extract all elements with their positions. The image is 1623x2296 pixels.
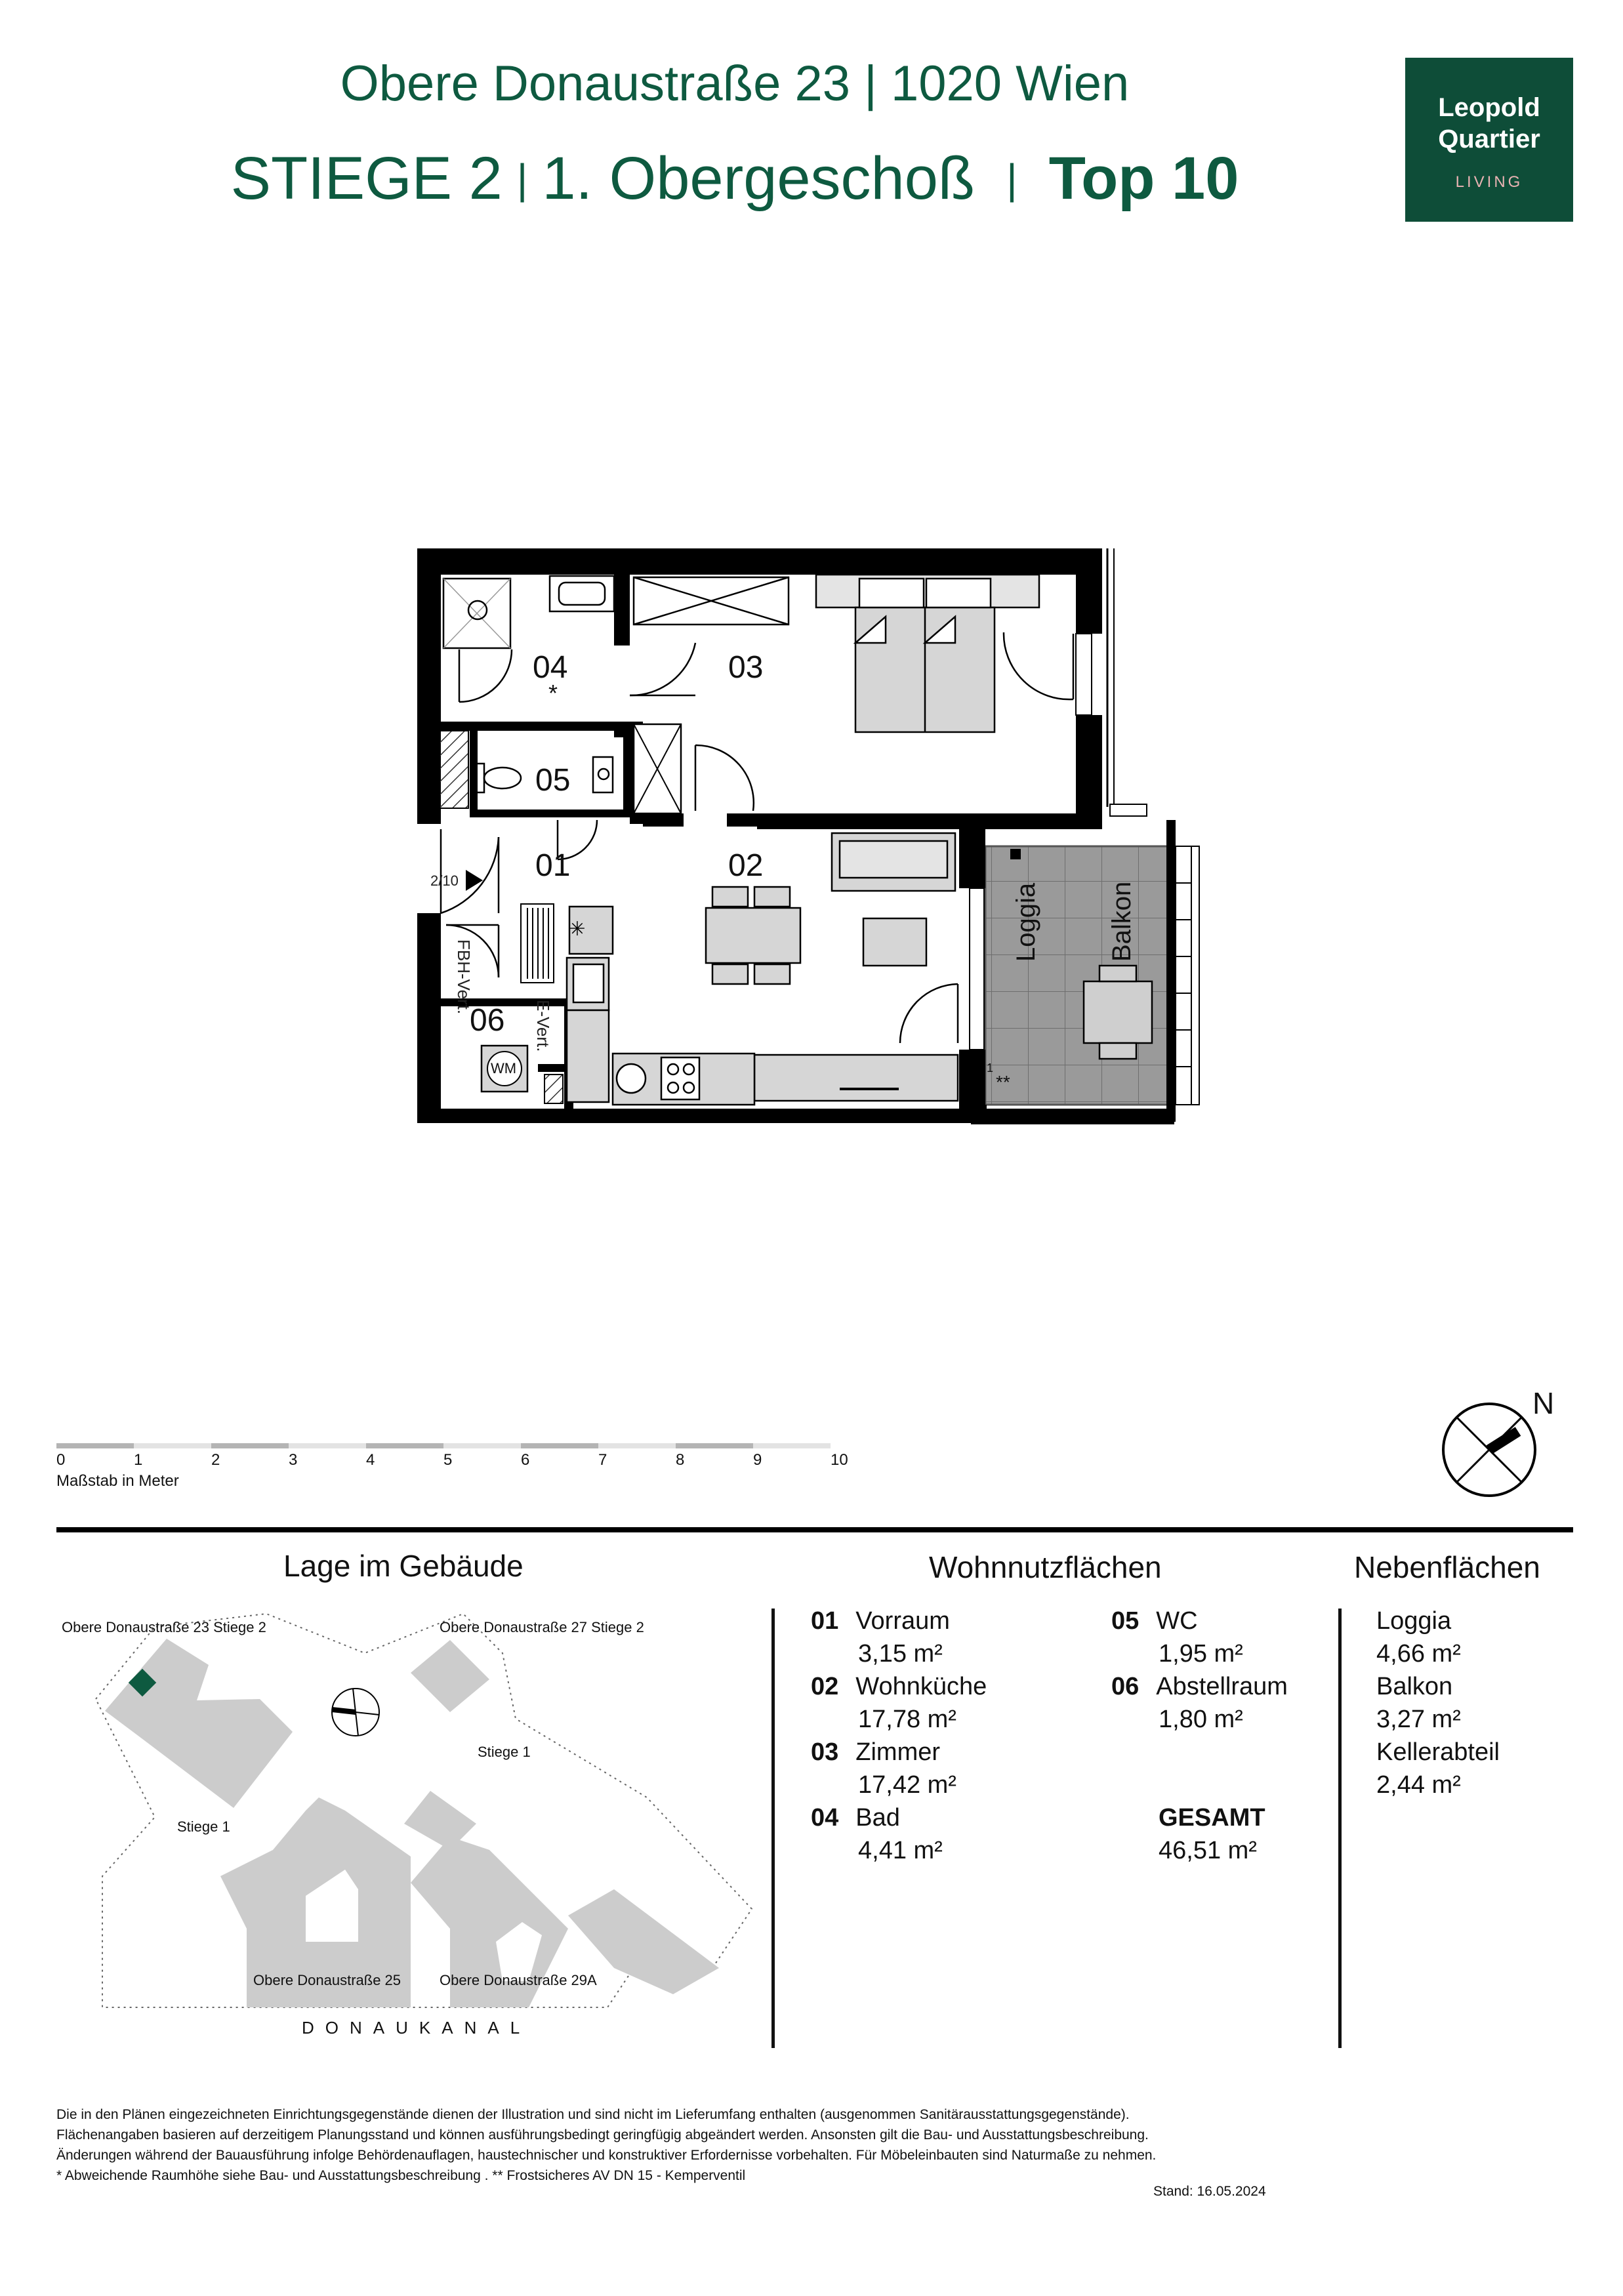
logo-line-1: Leopold	[1438, 93, 1540, 122]
scale-tick: 3	[289, 1451, 298, 1469]
area-value: 1,95 m²	[1159, 1640, 1243, 1668]
area-num: 02	[811, 1673, 839, 1700]
area-name: Bad	[855, 1804, 900, 1832]
area-name: Zimmer	[855, 1738, 941, 1766]
wm-label: WM	[491, 1060, 517, 1076]
neben-item-balkon	[1376, 1670, 1461, 1736]
neben-value: 2,44 m²	[1376, 1771, 1461, 1799]
room-number-03: 03	[728, 650, 764, 685]
area-num: 05	[1111, 1607, 1140, 1635]
area-item-04	[811, 1801, 943, 1867]
valve-marker-one: 1	[987, 1061, 994, 1075]
scale-tick: 0	[56, 1451, 66, 1469]
room-number-06: 06	[470, 1003, 505, 1038]
donaukanal-label: DONAUKANAL	[302, 2018, 531, 2038]
disclaimer	[56, 2104, 1303, 2186]
scale-tick: 2	[211, 1451, 220, 1469]
area-value: 4,41 m²	[858, 1837, 943, 1864]
area-value: 17,42 m²	[858, 1771, 956, 1799]
neben-value: 3,27 m²	[1376, 1706, 1461, 1733]
area-num: 01	[811, 1607, 839, 1635]
double-bed	[816, 575, 1039, 732]
area-item-02	[811, 1670, 987, 1736]
neben-value: 4,66 m²	[1376, 1640, 1461, 1668]
scale-tick: 9	[753, 1451, 762, 1469]
area-value: 1,80 m²	[1159, 1706, 1243, 1733]
site-label-stiege1-left: Stiege 1	[177, 1818, 230, 1835]
loggia-label: Loggia	[1012, 882, 1040, 962]
area-total	[1159, 1801, 1265, 1867]
site-label-od23: Obere Donaustraße 23 Stiege 2	[62, 1619, 266, 1635]
area-item-05	[1111, 1605, 1243, 1670]
total-label: GESAMT	[1159, 1804, 1265, 1832]
scale-tick: 10	[831, 1451, 848, 1469]
area-item-03	[811, 1736, 956, 1801]
fbh-label: FBH-Vert.	[454, 939, 474, 1015]
bathroom-fixtures	[443, 576, 614, 648]
scale-tick: 1	[134, 1451, 143, 1469]
room-04-star: *	[548, 680, 558, 707]
site-label-stiege1-right: Stiege 1	[478, 1744, 531, 1760]
lage-heading: Lage im Gebäude	[283, 1549, 524, 1583]
area-num: 04	[811, 1804, 839, 1832]
room-number-05: 05	[535, 763, 571, 798]
top-number: Top 10	[1048, 145, 1239, 212]
scale-tick: 5	[443, 1451, 453, 1469]
area-name: Vorraum	[855, 1607, 950, 1635]
radiator	[521, 904, 554, 983]
wohn-heading: Wohnnutzflächen	[929, 1550, 1162, 1584]
title-separator: |	[516, 155, 528, 203]
north-label: N	[1532, 1386, 1555, 1420]
door-reference: 2/10	[430, 872, 459, 889]
evert-label: E-Vert.	[533, 1000, 553, 1052]
total-value: 46,51 m²	[1159, 1837, 1257, 1864]
floor-label: 1. Obergeschoß	[542, 145, 976, 212]
title-separator-2: |	[1006, 155, 1017, 203]
area-name: Abstellraum	[1156, 1673, 1288, 1700]
scale-tick: 6	[521, 1451, 530, 1469]
area-num: 03	[811, 1738, 839, 1766]
shaft-hatch	[440, 731, 468, 808]
svg-text:✳: ✳	[569, 918, 586, 940]
area-num: 06	[1111, 1673, 1140, 1700]
disclaimer-line: * Abweichende Raumhöhe siehe Bau- und Ausstattungsbeschreibung . ** Frostsicheres AV DN 15 - Kemperventil	[56, 2168, 746, 2183]
column-divider	[1338, 1609, 1342, 2048]
scale-caption: Maßstab in Meter	[56, 1472, 179, 1490]
room-number-01: 01	[535, 848, 571, 883]
section-divider	[56, 1527, 1573, 1532]
neben-item-kellerabteil	[1376, 1736, 1500, 1801]
site-label-od27: Obere Donaustraße 27 Stiege 2	[440, 1619, 644, 1635]
stand-date: Stand: 16.05.2024	[1153, 2184, 1266, 2199]
scale-tick: 4	[366, 1451, 375, 1469]
frost-valve-marker: **	[996, 1072, 1010, 1092]
disclaimer-line: Flächenangaben basieren auf derzeitigem Planungsstand und können ausführungsbedingt geringfügig abgeändert werden. Ansonsten gilt die Bau- und Ausstattungsbeschreibung.	[56, 2127, 1149, 2142]
neben-name: Kellerabteil	[1376, 1738, 1500, 1766]
area-name: Wohnküche	[855, 1673, 987, 1700]
neben-name: Balkon	[1376, 1673, 1453, 1700]
neben-item-loggia	[1376, 1605, 1461, 1670]
disclaimer-line: Die in den Plänen eingezeichneten Einrichtungsgegenstände dienen der Illustration und sind nicht im Lieferumfang enthalten (ausgenommen Sanitärausstattungsgegenstände).	[56, 2107, 1130, 2122]
scale-tick: 8	[676, 1451, 685, 1469]
balkon-label: Balkon	[1107, 881, 1136, 962]
address-heading: Obere Donaustraße 23 | 1020 Wien	[340, 56, 1130, 112]
disclaimer-line: Änderungen während der Bauausführung infolge Behördenauflagen, haustechnischer und konstruktiver Erfordernisse vorbehalten. Für Möbeleinbauten sind Naturmaße zu nehmen.	[56, 2148, 1157, 2163]
scale-tick: 7	[598, 1451, 607, 1469]
neben-name: Loggia	[1376, 1607, 1452, 1635]
north-arrow-icon	[1437, 1397, 1542, 1502]
room-number-04: 04	[533, 650, 568, 685]
area-value: 17,78 m²	[858, 1706, 956, 1733]
column-divider	[771, 1609, 775, 2048]
site-plan	[56, 1601, 778, 2020]
area-name: WC	[1156, 1607, 1198, 1635]
room-number-02: 02	[728, 848, 764, 883]
site-label-od29a: Obere Donaustraße 29A	[440, 1972, 597, 1988]
area-item-06	[1111, 1670, 1288, 1736]
logo-subtext: LIVING	[1455, 173, 1523, 191]
stiege-label: STIEGE 2	[230, 145, 503, 212]
site-label-od25: Obere Donaustraße 25	[253, 1972, 401, 1988]
neben-heading: Nebenflächen	[1354, 1550, 1540, 1584]
logo-line-2: Quartier	[1438, 125, 1540, 154]
wardrobe	[634, 577, 789, 625]
area-item-01	[811, 1605, 950, 1670]
area-value: 3,15 m²	[858, 1640, 943, 1668]
